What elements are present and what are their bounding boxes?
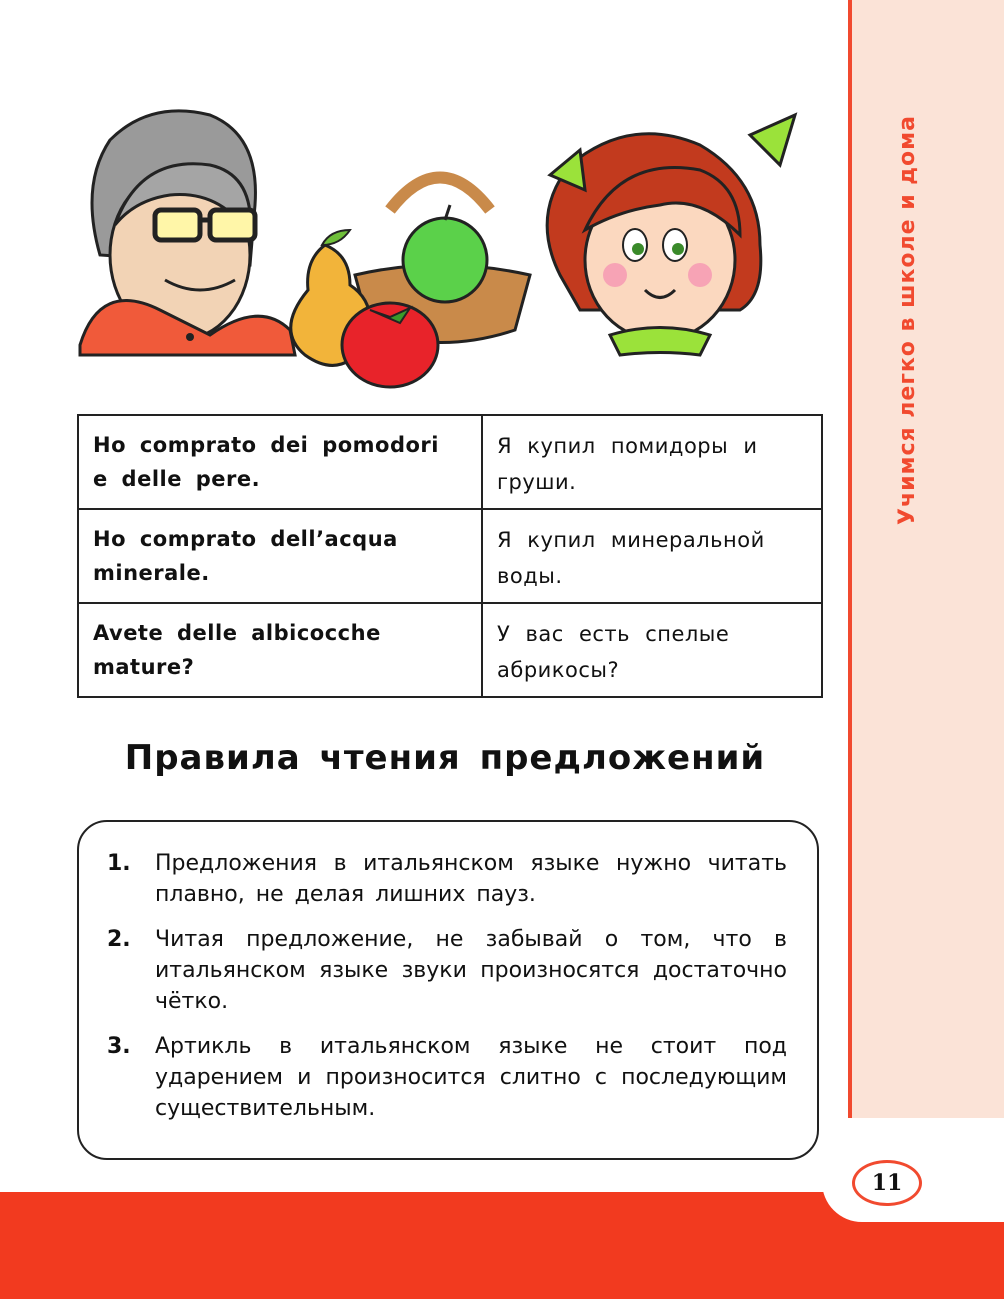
russian-translation: У вас есть спелые абрикосы? bbox=[482, 603, 822, 697]
russian-translation: Я купил минеральной воды. bbox=[482, 509, 822, 603]
rule-item bbox=[107, 924, 787, 1017]
russian-translation: Я купил помидоры и груши. bbox=[482, 415, 822, 509]
rules-box bbox=[77, 820, 819, 1160]
rule-item bbox=[107, 848, 787, 910]
illustration bbox=[60, 95, 840, 395]
rule-text: Артикль в итальянском языке не стоит под ударением и произносится слитно с последующим существительным. bbox=[155, 1034, 787, 1121]
rule-text: Предложения в итальянском языке нужно читать плавно, не делая лишних пауз. bbox=[155, 851, 787, 907]
girl-illustration bbox=[547, 115, 795, 355]
page-number: 11 bbox=[852, 1160, 922, 1206]
phrase-table bbox=[77, 414, 823, 698]
rule-number: 3. bbox=[107, 1034, 131, 1059]
italian-phrase: Ho comprato dell’acqua minerale. bbox=[78, 509, 482, 603]
rule-number: 2. bbox=[107, 927, 131, 952]
rule-number: 1. bbox=[107, 851, 131, 876]
rule-item bbox=[107, 1031, 787, 1124]
grandmother-illustration bbox=[80, 111, 295, 355]
italian-phrase: Avete delle albicocche mature? bbox=[78, 603, 482, 697]
table-row bbox=[78, 509, 822, 603]
section-title: Правила чтения предложений bbox=[124, 738, 766, 778]
italian-phrase: Ho comprato dei pomodori e delle pere. bbox=[78, 415, 482, 509]
side-title: Учимся легко в школе и дома bbox=[895, 115, 920, 525]
tomato-illustration bbox=[342, 303, 438, 387]
table-row bbox=[78, 415, 822, 509]
rule-text: Читая предложение, не забывай о том, что в итальянском языке звуки произносятся достаточно чётко. bbox=[155, 927, 787, 1014]
table-row bbox=[78, 603, 822, 697]
